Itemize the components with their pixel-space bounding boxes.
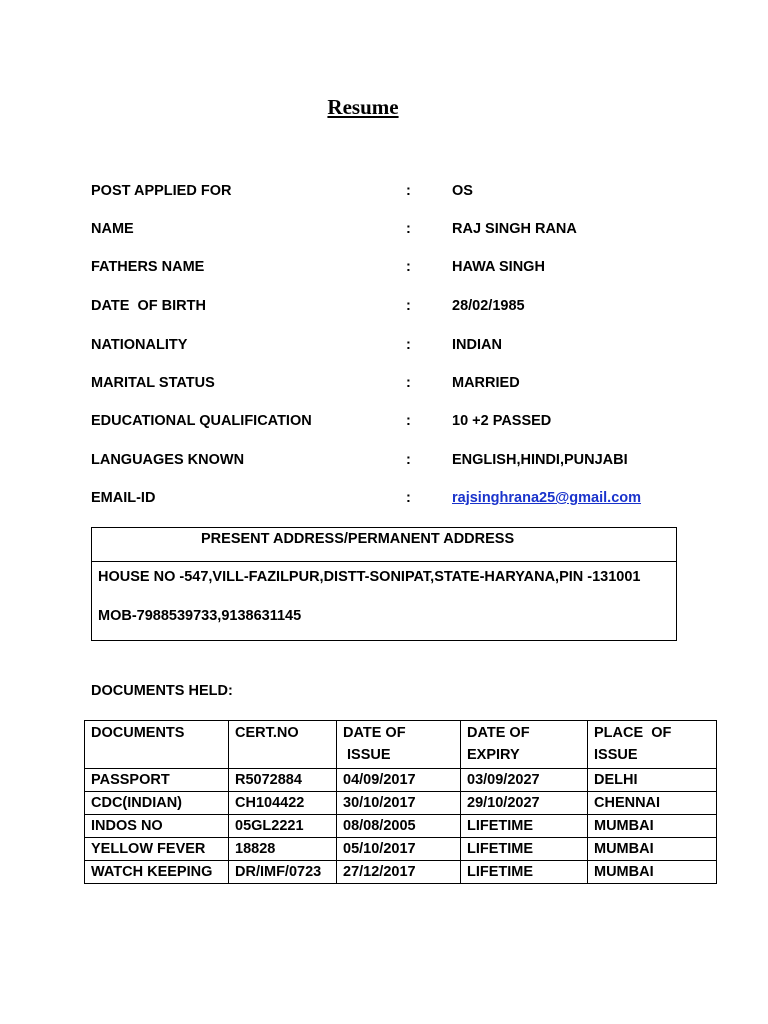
column-header-cert-no: CERT.NO — [229, 721, 337, 769]
table-cell: 18828 — [229, 838, 337, 861]
table-cell: R5072884 — [229, 769, 337, 792]
table-cell: DELHI — [588, 769, 717, 792]
address-heading: PRESENT ADDRESS/PERMANENT ADDRESS — [201, 531, 515, 547]
table-cell: MUMBAI — [588, 838, 717, 861]
field-label: DATE OF BIRTH — [91, 298, 206, 314]
table-cell: 05GL2221 — [229, 815, 337, 838]
field-label: MARITAL STATUS — [91, 375, 215, 391]
field-name — [91, 221, 731, 243]
field-date-of-birth — [91, 298, 731, 320]
mobile-line: MOB-7988539733,9138631145 — [98, 608, 302, 624]
field-colon: : — [406, 490, 411, 506]
field-colon: : — [406, 298, 411, 314]
table-cell: LIFETIME — [461, 861, 588, 884]
table-cell: CH104422 — [229, 792, 337, 815]
table-cell: MUMBAI — [588, 815, 717, 838]
field-value: 10 +2 PASSED — [452, 413, 552, 429]
field-label: NATIONALITY — [91, 337, 188, 353]
table-cell: 04/09/2017 — [337, 769, 461, 792]
table-row — [85, 838, 717, 861]
column-header-date-of-issue: DATE OF ISSUE — [337, 721, 461, 769]
table-cell: LIFETIME — [461, 838, 588, 861]
table-row — [85, 861, 717, 884]
documents-heading: DOCUMENTS HELD: — [91, 683, 233, 699]
field-label: EMAIL-ID — [91, 490, 156, 506]
table-cell: 03/09/2027 — [461, 769, 588, 792]
table-cell: 05/10/2017 — [337, 838, 461, 861]
table-cell: 27/12/2017 — [337, 861, 461, 884]
table-cell: WATCH KEEPING — [85, 861, 229, 884]
field-colon: : — [406, 259, 411, 275]
table-row — [85, 769, 717, 792]
table-cell: 29/10/2027 — [461, 792, 588, 815]
field-marital-status — [91, 375, 731, 397]
field-label: EDUCATIONAL QUALIFICATION — [91, 413, 312, 429]
field-fathers-name — [91, 259, 731, 281]
table-cell: INDOS NO — [85, 815, 229, 838]
field-colon: : — [406, 413, 411, 429]
field-label: POST APPLIED FOR — [91, 183, 232, 199]
address-box — [91, 527, 677, 641]
field-colon: : — [406, 452, 411, 468]
table-cell: PASSPORT — [85, 769, 229, 792]
field-label: FATHERS NAME — [91, 259, 205, 275]
address-header-row — [92, 528, 676, 562]
field-colon: : — [406, 337, 411, 353]
email-link[interactable]: rajsinghrana25@gmail.com — [452, 490, 642, 506]
column-header-date-of-expiry: DATE OF EXPIRY — [461, 721, 588, 769]
table-cell: YELLOW FEVER — [85, 838, 229, 861]
column-header-place-of-issue: PLACE OF ISSUE — [588, 721, 717, 769]
table-cell: 30/10/2017 — [337, 792, 461, 815]
field-colon: : — [406, 375, 411, 391]
table-cell: MUMBAI — [588, 861, 717, 884]
field-post-applied — [91, 183, 731, 205]
field-label: LANGUAGES KNOWN — [91, 452, 245, 468]
field-value: 28/02/1985 — [452, 298, 525, 314]
table-cell: CDC(INDIAN) — [85, 792, 229, 815]
field-colon: : — [406, 183, 411, 199]
field-value: INDIAN — [452, 337, 502, 353]
field-value: MARRIED — [452, 375, 520, 391]
table-row — [85, 792, 717, 815]
table-cell: LIFETIME — [461, 815, 588, 838]
field-nationality — [91, 337, 731, 359]
field-label: NAME — [91, 221, 134, 237]
table-row — [85, 815, 717, 838]
table-cell: CHENNAI — [588, 792, 717, 815]
field-value: OS — [452, 183, 473, 199]
documents-table — [84, 720, 717, 884]
field-value: HAWA SINGH — [452, 259, 545, 275]
field-value: ENGLISH,HINDI,PUNJABI — [452, 452, 628, 468]
field-email-id — [91, 490, 731, 512]
column-header-documents: DOCUMENTS — [85, 721, 229, 769]
table-cell: DR/IMF/0723 — [229, 861, 337, 884]
field-value: RAJ SINGH RANA — [452, 221, 577, 237]
page-title: Resume — [327, 95, 399, 119]
field-educational-qualification — [91, 413, 731, 435]
address-line: HOUSE NO -547,VILL-FAZILPUR,DISTT-SONIPAT,STATE-HARYANA,PIN -131001 — [98, 569, 641, 585]
field-colon: : — [406, 221, 411, 237]
table-header-row — [85, 721, 717, 769]
table-cell: 08/08/2005 — [337, 815, 461, 838]
field-languages-known — [91, 452, 731, 474]
